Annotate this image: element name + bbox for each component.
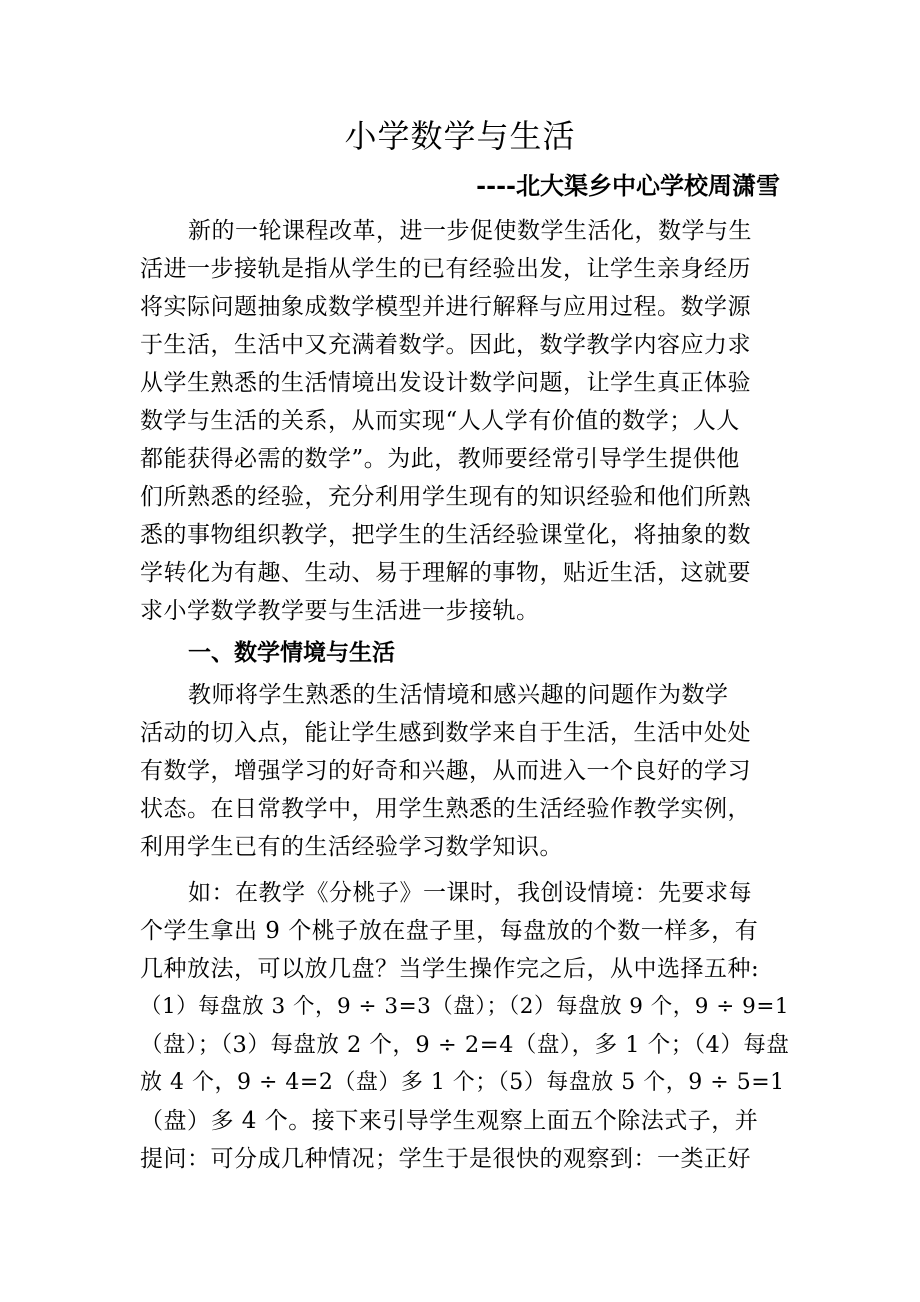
author-line: ----北大渠乡中心学校周潇雪 bbox=[476, 171, 780, 200]
paragraph-line: 悉的事物组织教学，把学生的生活经验课堂化，将抽象的数 bbox=[140, 522, 751, 548]
paragraph-line: 从学生熟悉的生活情境出发设计数学问题，让学生真正体验 bbox=[140, 370, 751, 396]
paragraph-line: 几种放法，可以放几盘？当学生操作完之后，从中选择五种: bbox=[140, 956, 760, 982]
paragraph-line: 新的一轮课程改革，进一步促使数学生活化，数学与生 bbox=[188, 218, 752, 244]
paragraph-line: 活进一步接轨是指从学生的已有经验出发，让学生亲身经历 bbox=[140, 256, 751, 282]
paragraph-line: 们所熟悉的经验，充分利用学生现有的知识经验和他们所熟 bbox=[140, 484, 751, 510]
paragraph-line: 求小学数学教学要与生活进一步接轨。 bbox=[140, 598, 540, 624]
paragraph-line: （1）每盘放 3 个，9 ÷ 3=3（盘）；（2）每盘放 9 个，9 ÷ 9=1 bbox=[140, 994, 790, 1019]
paragraph-line: 于生活，生活中又充满着数学。因此，数学教学内容应力求 bbox=[140, 332, 751, 358]
paragraph-line: 数学与生活的关系，从而实现“人人学有价值的数学；人人 bbox=[140, 408, 740, 434]
paragraph-line: 提问：可分成几种情况；学生于是很快的观察到：一类正好 bbox=[140, 1146, 751, 1172]
page-title: 小学数学与生活 bbox=[344, 117, 576, 155]
paragraph-line: 都能获得必需的数学”。为此，教师要经常引导学生提供他 bbox=[140, 446, 740, 472]
paragraph-line: （盘）多 4 个。接下来引导学生观察上面五个除法式子，并 bbox=[140, 1108, 759, 1134]
paragraph-line: 利用学生已有的生活经验学习数学知识。 bbox=[140, 834, 563, 860]
section-heading: 一、数学情境与生活 bbox=[188, 639, 395, 666]
paragraph-line: 将实际问题抽象成数学模型并进行解释与应用过程。数学源 bbox=[140, 294, 751, 320]
paragraph-line: （盘）；（3）每盘放 2 个，9 ÷ 2=4（盘），多 1 个；（4）每盘 bbox=[140, 1032, 790, 1058]
paragraph-line: 状态。在日常教学中，用学生熟悉的生活经验作教学实例， bbox=[140, 796, 751, 822]
paragraph-line: 个学生拿出 9 个桃子放在盘子里，每盘放的个数一样多，有 bbox=[140, 918, 759, 944]
paragraph-line: 有数学，增强学习的好奇和兴趣，从而进入一个良好的学习 bbox=[140, 758, 751, 784]
paragraph-line: 放 4 个，9 ÷ 4=2（盘）多 1 个；（5）每盘放 5 个，9 ÷ 5=1 bbox=[140, 1070, 785, 1095]
paragraph-line: 活动的切入点，能让学生感到数学来自于生活，生活中处处 bbox=[140, 720, 751, 746]
paragraph-line: 如：在教学《分桃子》一课时，我创设情境：先要求每 bbox=[188, 880, 752, 906]
paragraph-line: 学转化为有趣、生动、易于理解的事物，贴近生活，这就要 bbox=[140, 560, 751, 586]
paragraph-line: 教师将学生熟悉的生活情境和感兴趣的问题作为数学 bbox=[188, 682, 729, 708]
